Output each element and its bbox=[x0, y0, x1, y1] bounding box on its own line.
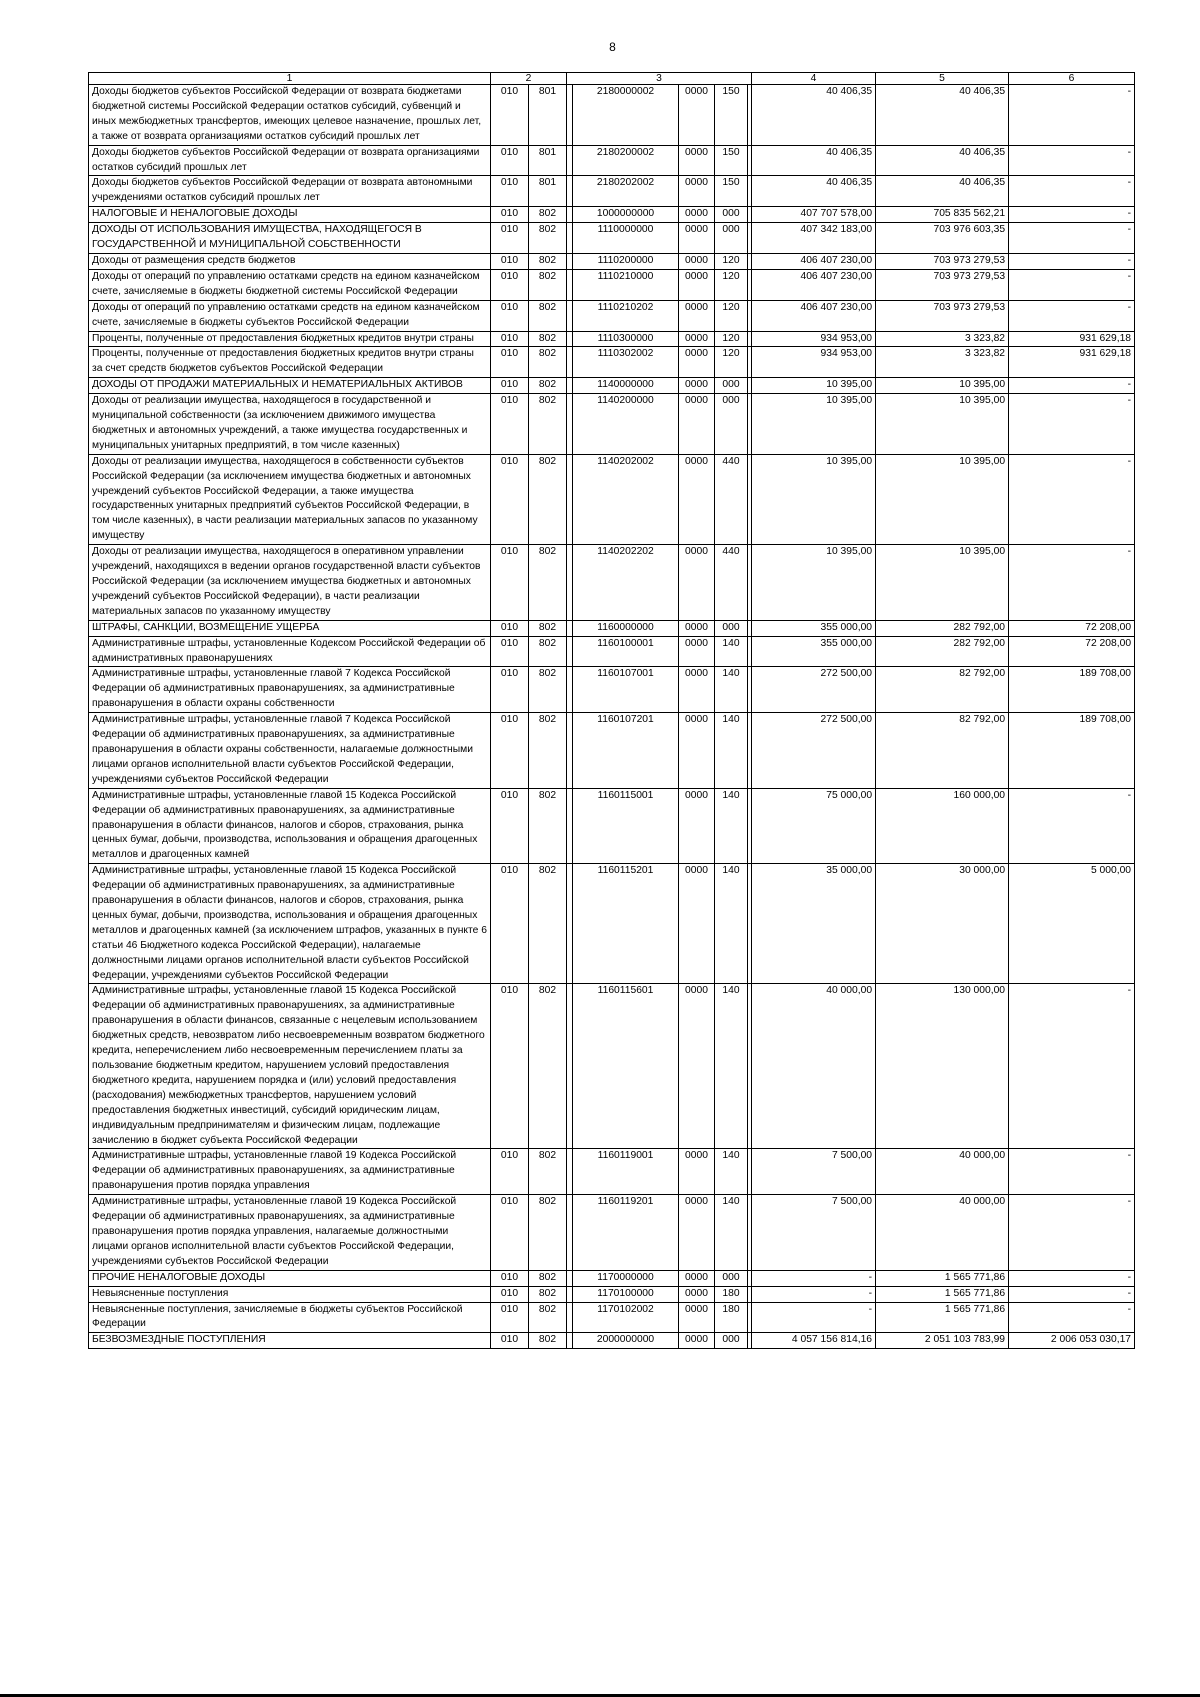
revenue-name-cell: Административные штрафы, установленные главой 15 Кодекса Российской Федерации об административных правонарушениях, за административные правонарушения в области финансов, связанные с нецелевым использованием бюджетных средств, невозвратом либо несвоевременным возвратом бюджетного кредита, неперечислением либо несвоевременным перечислением платы за пользование бюджетным кредитом, нарушением условий предоставления бюджетного кредита, нарушением порядка и (или) условий предоставления (расходования) межбюджетных трансфертов, нарушением условий предоставления бюджетных инвестиций, субсидий юридическим лицам, индивидуальным предпринимателям и физическим лицам, подлежащие зачислению в бюджет субъекта Российской Федерации bbox=[89, 984, 491, 1149]
header-col-3: 3 bbox=[567, 73, 752, 85]
code-kosgu-cell: 120 bbox=[715, 331, 748, 347]
revenue-name-cell: Доходы от операций по управлению остатками средств на едином казначейском счете, зачисляемые в бюджеты бюджетной системы Российской Федерации bbox=[89, 269, 491, 300]
executed-amount-cell: 3 323,82 bbox=[876, 347, 1009, 378]
code-subadmin-cell: 802 bbox=[529, 1270, 567, 1286]
code-admin-cell: 010 bbox=[491, 636, 529, 667]
code-admin-cell: 010 bbox=[491, 347, 529, 378]
code-classification-cell: 1160115001 bbox=[573, 788, 679, 864]
code-admin-cell: 010 bbox=[491, 1302, 529, 1333]
unexecuted-amount-cell: - bbox=[1009, 378, 1135, 394]
code-admin-cell: 010 bbox=[491, 713, 529, 789]
unexecuted-amount-cell: - bbox=[1009, 1195, 1135, 1271]
unexecuted-amount-cell: - bbox=[1009, 788, 1135, 864]
revenue-name-cell: Проценты, полученные от предоставления бюджетных кредитов внутри страны за счет средств бюджетов субъектов Российской Федерации bbox=[89, 347, 491, 378]
table-row bbox=[89, 378, 1135, 394]
code-program-cell: 0000 bbox=[679, 1333, 715, 1349]
code-subadmin-cell: 802 bbox=[529, 636, 567, 667]
code-program-cell: 0000 bbox=[679, 394, 715, 455]
code-admin-cell: 010 bbox=[491, 1270, 529, 1286]
plan-amount-cell: 75 000,00 bbox=[752, 788, 876, 864]
code-subadmin-cell: 802 bbox=[529, 620, 567, 636]
header-col-4: 4 bbox=[752, 73, 876, 85]
code-classification-cell: 1160000000 bbox=[573, 620, 679, 636]
header-row bbox=[89, 73, 1135, 85]
table-row bbox=[89, 984, 1135, 1149]
header-col-1: 1 bbox=[89, 73, 491, 85]
code-program-cell: 0000 bbox=[679, 145, 715, 176]
table-row bbox=[89, 1333, 1135, 1349]
code-program-cell: 0000 bbox=[679, 620, 715, 636]
code-kosgu-cell: 440 bbox=[715, 545, 748, 621]
code-classification-cell: 1160107001 bbox=[573, 667, 679, 713]
code-program-cell: 0000 bbox=[679, 207, 715, 223]
code-kosgu-cell: 120 bbox=[715, 253, 748, 269]
code-classification-cell: 1160119201 bbox=[573, 1195, 679, 1271]
executed-amount-cell: 10 395,00 bbox=[876, 545, 1009, 621]
executed-amount-cell: 282 792,00 bbox=[876, 636, 1009, 667]
plan-amount-cell: 7 500,00 bbox=[752, 1149, 876, 1195]
code-kosgu-cell: 150 bbox=[715, 176, 748, 207]
code-classification-cell: 1160115201 bbox=[573, 864, 679, 984]
code-subadmin-cell: 802 bbox=[529, 545, 567, 621]
table-row bbox=[89, 454, 1135, 544]
executed-amount-cell: 82 792,00 bbox=[876, 713, 1009, 789]
code-classification-cell: 1160115601 bbox=[573, 984, 679, 1149]
code-program-cell: 0000 bbox=[679, 300, 715, 331]
table-row bbox=[89, 347, 1135, 378]
plan-amount-cell: 406 407 230,00 bbox=[752, 300, 876, 331]
executed-amount-cell: 40 000,00 bbox=[876, 1149, 1009, 1195]
unexecuted-amount-cell: 931 629,18 bbox=[1009, 331, 1135, 347]
executed-amount-cell: 1 565 771,86 bbox=[876, 1302, 1009, 1333]
code-program-cell: 0000 bbox=[679, 636, 715, 667]
code-program-cell: 0000 bbox=[679, 1149, 715, 1195]
code-classification-cell: 1000000000 bbox=[573, 207, 679, 223]
code-classification-cell: 2180000002 bbox=[573, 85, 679, 146]
code-subadmin-cell: 802 bbox=[529, 223, 567, 254]
plan-amount-cell: 272 500,00 bbox=[752, 667, 876, 713]
code-program-cell: 0000 bbox=[679, 713, 715, 789]
unexecuted-amount-cell: - bbox=[1009, 1302, 1135, 1333]
unexecuted-amount-cell: - bbox=[1009, 176, 1135, 207]
code-subadmin-cell: 802 bbox=[529, 1286, 567, 1302]
revenue-name-cell: Административные штрафы, установленные главой 19 Кодекса Российской Федерации об административных правонарушениях, за административные правонарушения против порядка управления, налагаемые должностными лицами органов исполнительной власти субъектов Российской Федерации, учреждениями субъектов Российской Федерации bbox=[89, 1195, 491, 1271]
plan-amount-cell: 40 406,35 bbox=[752, 145, 876, 176]
code-kosgu-cell: 180 bbox=[715, 1286, 748, 1302]
code-admin-cell: 010 bbox=[491, 253, 529, 269]
revenue-name-cell: Административные штрафы, установленные главой 19 Кодекса Российской Федерации об административных правонарушениях, за административные правонарушения против порядка управления bbox=[89, 1149, 491, 1195]
code-subadmin-cell: 802 bbox=[529, 378, 567, 394]
plan-amount-cell: - bbox=[752, 1286, 876, 1302]
code-kosgu-cell: 000 bbox=[715, 394, 748, 455]
code-subadmin-cell: 802 bbox=[529, 207, 567, 223]
plan-amount-cell: 355 000,00 bbox=[752, 620, 876, 636]
table-row bbox=[89, 300, 1135, 331]
revenue-name-cell: БЕЗВОЗМЕЗДНЫЕ ПОСТУПЛЕНИЯ bbox=[89, 1333, 491, 1349]
table-row bbox=[89, 1270, 1135, 1286]
unexecuted-amount-cell: - bbox=[1009, 394, 1135, 455]
revenue-name-cell: Доходы от размещения средств бюджетов bbox=[89, 253, 491, 269]
table-row bbox=[89, 145, 1135, 176]
revenue-name-cell: Административные штрафы, установленные главой 15 Кодекса Российской Федерации об административных правонарушениях, за административные правонарушения в области финансов, налогов и сборов, страхования, рынка ценных бумаг, добычи, производства, использования и обращения драгоценных металлов и драгоценных камней (за исключением штрафов, указанных в пункте 6 статьи 46 Бюджетного кодекса Российской Федерации), налагаемые должностными лицами органов исполнительной власти субъектов Российской Федерации, учреждениями субъектов Российской Федерации bbox=[89, 864, 491, 984]
code-subadmin-cell: 802 bbox=[529, 269, 567, 300]
executed-amount-cell: 160 000,00 bbox=[876, 788, 1009, 864]
executed-amount-cell: 30 000,00 bbox=[876, 864, 1009, 984]
unexecuted-amount-cell: 72 208,00 bbox=[1009, 636, 1135, 667]
table-row bbox=[89, 269, 1135, 300]
plan-amount-cell: 10 395,00 bbox=[752, 378, 876, 394]
code-admin-cell: 010 bbox=[491, 85, 529, 146]
code-kosgu-cell: 000 bbox=[715, 1333, 748, 1349]
code-subadmin-cell: 802 bbox=[529, 864, 567, 984]
unexecuted-amount-cell: - bbox=[1009, 1270, 1135, 1286]
code-kosgu-cell: 140 bbox=[715, 636, 748, 667]
code-subadmin-cell: 802 bbox=[529, 788, 567, 864]
code-admin-cell: 010 bbox=[491, 394, 529, 455]
plan-amount-cell: 406 407 230,00 bbox=[752, 253, 876, 269]
unexecuted-amount-cell: 2 006 053 030,17 bbox=[1009, 1333, 1135, 1349]
table-row bbox=[89, 253, 1135, 269]
executed-amount-cell: 40 406,35 bbox=[876, 145, 1009, 176]
code-program-cell: 0000 bbox=[679, 223, 715, 254]
code-admin-cell: 010 bbox=[491, 207, 529, 223]
code-subadmin-cell: 802 bbox=[529, 984, 567, 1149]
executed-amount-cell: 1 565 771,86 bbox=[876, 1286, 1009, 1302]
plan-amount-cell: - bbox=[752, 1302, 876, 1333]
code-subadmin-cell: 802 bbox=[529, 454, 567, 544]
table-row bbox=[89, 1286, 1135, 1302]
table-row bbox=[89, 1195, 1135, 1271]
revenue-name-cell: Проценты, полученные от предоставления бюджетных кредитов внутри страны bbox=[89, 331, 491, 347]
table-row bbox=[89, 545, 1135, 621]
header-col-2: 2 bbox=[491, 73, 567, 85]
revenue-name-cell: Доходы бюджетов субъектов Российской Федерации от возврата бюджетами бюджетной системы Российской Федерации остатков субсидий, субвенций и иных межбюджетных трансфертов, имеющих целевое назначение, прошлых лет, а также от возврата организациями остатков субсидий прошлых лет bbox=[89, 85, 491, 146]
table-row bbox=[89, 667, 1135, 713]
code-program-cell: 0000 bbox=[679, 667, 715, 713]
table-row bbox=[89, 713, 1135, 789]
header-col-6: 6 bbox=[1009, 73, 1135, 85]
code-subadmin-cell: 801 bbox=[529, 145, 567, 176]
unexecuted-amount-cell: - bbox=[1009, 984, 1135, 1149]
revenue-name-cell: Административные штрафы, установленные Кодексом Российской Федерации об административных правонарушениях bbox=[89, 636, 491, 667]
code-admin-cell: 010 bbox=[491, 620, 529, 636]
plan-amount-cell: 10 395,00 bbox=[752, 394, 876, 455]
code-program-cell: 0000 bbox=[679, 331, 715, 347]
code-program-cell: 0000 bbox=[679, 1195, 715, 1271]
plan-amount-cell: 40 406,35 bbox=[752, 85, 876, 146]
code-admin-cell: 010 bbox=[491, 331, 529, 347]
revenue-name-cell: Административные штрафы, установленные главой 7 Кодекса Российской Федерации об административных правонарушениях, за административные правонарушения в области охраны собственности bbox=[89, 667, 491, 713]
executed-amount-cell: 703 976 603,35 bbox=[876, 223, 1009, 254]
table-row bbox=[89, 394, 1135, 455]
table-row bbox=[89, 864, 1135, 984]
executed-amount-cell: 82 792,00 bbox=[876, 667, 1009, 713]
plan-amount-cell: 272 500,00 bbox=[752, 713, 876, 789]
table-row bbox=[89, 620, 1135, 636]
code-classification-cell: 2000000000 bbox=[573, 1333, 679, 1349]
unexecuted-amount-cell: - bbox=[1009, 545, 1135, 621]
revenue-name-cell: Невыясненные поступления, зачисляемые в бюджеты субъектов Российской Федерации bbox=[89, 1302, 491, 1333]
code-classification-cell: 1160119001 bbox=[573, 1149, 679, 1195]
revenue-name-cell: ДОХОДЫ ОТ ИСПОЛЬЗОВАНИЯ ИМУЩЕСТВА, НАХОДЯЩЕГОСЯ В ГОСУДАРСТВЕННОЙ И МУНИЦИПАЛЬНОЙ СОБСТВЕННОСТИ bbox=[89, 223, 491, 254]
revenue-name-cell: Доходы от реализации имущества, находящегося в собственности субъектов Российской Федерации (за исключением имущества бюджетных и автономных учреждений субъектов Российской Федерации, а также имущества государственных унитарных предприятий субъектов Российской Федерации, в том числе казенных), в части реализации материальных запасов по указанному имуществу bbox=[89, 454, 491, 544]
code-program-cell: 0000 bbox=[679, 176, 715, 207]
code-admin-cell: 010 bbox=[491, 667, 529, 713]
table-row bbox=[89, 1149, 1135, 1195]
code-kosgu-cell: 140 bbox=[715, 667, 748, 713]
plan-amount-cell: 934 953,00 bbox=[752, 331, 876, 347]
code-classification-cell: 1170102002 bbox=[573, 1302, 679, 1333]
code-kosgu-cell: 150 bbox=[715, 85, 748, 146]
unexecuted-amount-cell: - bbox=[1009, 269, 1135, 300]
revenue-name-cell: ШТРАФЫ, САНКЦИИ, ВОЗМЕЩЕНИЕ УЩЕРБА bbox=[89, 620, 491, 636]
code-kosgu-cell: 000 bbox=[715, 620, 748, 636]
code-program-cell: 0000 bbox=[679, 1286, 715, 1302]
table-row bbox=[89, 1302, 1135, 1333]
code-program-cell: 0000 bbox=[679, 347, 715, 378]
code-kosgu-cell: 000 bbox=[715, 223, 748, 254]
code-admin-cell: 010 bbox=[491, 1149, 529, 1195]
code-subadmin-cell: 802 bbox=[529, 1195, 567, 1271]
code-kosgu-cell: 140 bbox=[715, 864, 748, 984]
code-kosgu-cell: 120 bbox=[715, 269, 748, 300]
code-subadmin-cell: 801 bbox=[529, 176, 567, 207]
plan-amount-cell: 40 000,00 bbox=[752, 984, 876, 1149]
revenue-name-cell: ДОХОДЫ ОТ ПРОДАЖИ МАТЕРИАЛЬНЫХ И НЕМАТЕРИАЛЬНЫХ АКТИВОВ bbox=[89, 378, 491, 394]
code-subadmin-cell: 802 bbox=[529, 667, 567, 713]
executed-amount-cell: 2 051 103 783,99 bbox=[876, 1333, 1009, 1349]
code-subadmin-cell: 802 bbox=[529, 253, 567, 269]
plan-amount-cell: 10 395,00 bbox=[752, 454, 876, 544]
code-kosgu-cell: 140 bbox=[715, 1195, 748, 1271]
revenue-name-cell: Доходы от реализации имущества, находящегося в оперативном управлении учреждений, находящихся в ведении органов государственной власти субъектов Российской Федерации (за исключением имущества бюджетных и автономных учреждений субъектов Российской Федерации), в части реализации материальных запасов по указанному имуществу bbox=[89, 545, 491, 621]
code-subadmin-cell: 802 bbox=[529, 394, 567, 455]
code-kosgu-cell: 140 bbox=[715, 713, 748, 789]
executed-amount-cell: 3 323,82 bbox=[876, 331, 1009, 347]
executed-amount-cell: 703 973 279,53 bbox=[876, 253, 1009, 269]
unexecuted-amount-cell: - bbox=[1009, 207, 1135, 223]
code-classification-cell: 1140200000 bbox=[573, 394, 679, 455]
code-admin-cell: 010 bbox=[491, 545, 529, 621]
header-col-5: 5 bbox=[876, 73, 1009, 85]
code-admin-cell: 010 bbox=[491, 454, 529, 544]
revenue-name-cell: ПРОЧИЕ НЕНАЛОГОВЫЕ ДОХОДЫ bbox=[89, 1270, 491, 1286]
code-subadmin-cell: 802 bbox=[529, 1149, 567, 1195]
unexecuted-amount-cell: - bbox=[1009, 145, 1135, 176]
code-kosgu-cell: 180 bbox=[715, 1302, 748, 1333]
code-subadmin-cell: 802 bbox=[529, 1333, 567, 1349]
code-program-cell: 0000 bbox=[679, 1302, 715, 1333]
code-admin-cell: 010 bbox=[491, 223, 529, 254]
revenue-name-cell: Доходы бюджетов субъектов Российской Федерации от возврата автономными учреждениями остатков субсидий прошлых лет bbox=[89, 176, 491, 207]
code-kosgu-cell: 120 bbox=[715, 300, 748, 331]
code-program-cell: 0000 bbox=[679, 1270, 715, 1286]
page-number: 8 bbox=[609, 40, 616, 54]
code-admin-cell: 010 bbox=[491, 269, 529, 300]
code-classification-cell: 1110300000 bbox=[573, 331, 679, 347]
plan-amount-cell: 10 395,00 bbox=[752, 545, 876, 621]
unexecuted-amount-cell: - bbox=[1009, 85, 1135, 146]
plan-amount-cell: 407 707 578,00 bbox=[752, 207, 876, 223]
revenue-name-cell: Доходы бюджетов субъектов Российской Федерации от возврата организациями остатков субсидий прошлых лет bbox=[89, 145, 491, 176]
executed-amount-cell: 40 000,00 bbox=[876, 1195, 1009, 1271]
code-admin-cell: 010 bbox=[491, 1333, 529, 1349]
unexecuted-amount-cell: 72 208,00 bbox=[1009, 620, 1135, 636]
code-admin-cell: 010 bbox=[491, 300, 529, 331]
code-classification-cell: 1110000000 bbox=[573, 223, 679, 254]
table-row bbox=[89, 788, 1135, 864]
code-kosgu-cell: 440 bbox=[715, 454, 748, 544]
code-kosgu-cell: 000 bbox=[715, 378, 748, 394]
executed-amount-cell: 703 973 279,53 bbox=[876, 300, 1009, 331]
plan-amount-cell: 35 000,00 bbox=[752, 864, 876, 984]
unexecuted-amount-cell: - bbox=[1009, 300, 1135, 331]
code-admin-cell: 010 bbox=[491, 176, 529, 207]
revenue-name-cell: Невыясненные поступления bbox=[89, 1286, 491, 1302]
revenue-name-cell: НАЛОГОВЫЕ И НЕНАЛОГОВЫЕ ДОХОДЫ bbox=[89, 207, 491, 223]
code-classification-cell: 2180200002 bbox=[573, 145, 679, 176]
code-classification-cell: 1160100001 bbox=[573, 636, 679, 667]
code-classification-cell: 1110200000 bbox=[573, 253, 679, 269]
plan-amount-cell: 7 500,00 bbox=[752, 1195, 876, 1271]
plan-amount-cell: 406 407 230,00 bbox=[752, 269, 876, 300]
executed-amount-cell: 1 565 771,86 bbox=[876, 1270, 1009, 1286]
code-classification-cell: 1110210202 bbox=[573, 300, 679, 331]
table-row bbox=[89, 176, 1135, 207]
code-program-cell: 0000 bbox=[679, 454, 715, 544]
code-admin-cell: 010 bbox=[491, 1195, 529, 1271]
code-program-cell: 0000 bbox=[679, 253, 715, 269]
code-classification-cell: 1140202202 bbox=[573, 545, 679, 621]
code-classification-cell: 1160107201 bbox=[573, 713, 679, 789]
unexecuted-amount-cell: - bbox=[1009, 223, 1135, 254]
code-classification-cell: 2180202002 bbox=[573, 176, 679, 207]
code-kosgu-cell: 150 bbox=[715, 145, 748, 176]
code-admin-cell: 010 bbox=[491, 984, 529, 1149]
code-program-cell: 0000 bbox=[679, 85, 715, 146]
code-subadmin-cell: 801 bbox=[529, 85, 567, 146]
unexecuted-amount-cell: 5 000,00 bbox=[1009, 864, 1135, 984]
executed-amount-cell: 40 406,35 bbox=[876, 85, 1009, 146]
unexecuted-amount-cell: 189 708,00 bbox=[1009, 667, 1135, 713]
executed-amount-cell: 705 835 562,21 bbox=[876, 207, 1009, 223]
code-kosgu-cell: 000 bbox=[715, 207, 748, 223]
executed-amount-cell: 10 395,00 bbox=[876, 394, 1009, 455]
budget-revenue-table bbox=[88, 72, 1135, 1349]
code-kosgu-cell: 000 bbox=[715, 1270, 748, 1286]
plan-amount-cell: 934 953,00 bbox=[752, 347, 876, 378]
code-kosgu-cell: 120 bbox=[715, 347, 748, 378]
unexecuted-amount-cell: - bbox=[1009, 1286, 1135, 1302]
code-program-cell: 0000 bbox=[679, 378, 715, 394]
code-kosgu-cell: 140 bbox=[715, 984, 748, 1149]
code-subadmin-cell: 802 bbox=[529, 1302, 567, 1333]
code-classification-cell: 1170100000 bbox=[573, 1286, 679, 1302]
code-admin-cell: 010 bbox=[491, 145, 529, 176]
executed-amount-cell: 10 395,00 bbox=[876, 378, 1009, 394]
plan-amount-cell: 4 057 156 814,16 bbox=[752, 1333, 876, 1349]
code-subadmin-cell: 802 bbox=[529, 347, 567, 378]
revenue-name-cell: Доходы от реализации имущества, находящегося в государственной и муниципальной собственности (за исключением движимого имущества бюджетных и автономных учреждений, а также имущества государственных и муниципальных унитарных предприятий, в том числе казенных) bbox=[89, 394, 491, 455]
code-program-cell: 0000 bbox=[679, 269, 715, 300]
executed-amount-cell: 282 792,00 bbox=[876, 620, 1009, 636]
code-kosgu-cell: 140 bbox=[715, 1149, 748, 1195]
revenue-name-cell: Административные штрафы, установленные главой 15 Кодекса Российской Федерации об административных правонарушениях, за административные правонарушения в области финансов, налогов и сборов, страхования, рынка ценных бумаг, добычи, производства, использования и обращения драгоценных металлов и драгоценных камней bbox=[89, 788, 491, 864]
code-subadmin-cell: 802 bbox=[529, 300, 567, 331]
revenue-name-cell: Административные штрафы, установленные главой 7 Кодекса Российской Федерации об административных правонарушениях, за административные правонарушения в области охраны собственности, налагаемые должностными лицами органов исполнительной власти субъектов Российской Федерации, учреждениями субъектов Российской Федерации bbox=[89, 713, 491, 789]
table-row bbox=[89, 85, 1135, 146]
code-classification-cell: 1110302002 bbox=[573, 347, 679, 378]
code-classification-cell: 1170000000 bbox=[573, 1270, 679, 1286]
code-admin-cell: 010 bbox=[491, 864, 529, 984]
code-program-cell: 0000 bbox=[679, 788, 715, 864]
code-admin-cell: 010 bbox=[491, 788, 529, 864]
executed-amount-cell: 10 395,00 bbox=[876, 454, 1009, 544]
executed-amount-cell: 130 000,00 bbox=[876, 984, 1009, 1149]
plan-amount-cell: 40 406,35 bbox=[752, 176, 876, 207]
unexecuted-amount-cell: - bbox=[1009, 1149, 1135, 1195]
plan-amount-cell: - bbox=[752, 1270, 876, 1286]
unexecuted-amount-cell: 931 629,18 bbox=[1009, 347, 1135, 378]
plan-amount-cell: 355 000,00 bbox=[752, 636, 876, 667]
code-subadmin-cell: 802 bbox=[529, 713, 567, 789]
executed-amount-cell: 40 406,35 bbox=[876, 176, 1009, 207]
code-classification-cell: 1140202002 bbox=[573, 454, 679, 544]
code-admin-cell: 010 bbox=[491, 1286, 529, 1302]
code-admin-cell: 010 bbox=[491, 378, 529, 394]
code-program-cell: 0000 bbox=[679, 864, 715, 984]
table-row bbox=[89, 207, 1135, 223]
table-row bbox=[89, 223, 1135, 254]
code-subadmin-cell: 802 bbox=[529, 331, 567, 347]
revenue-name-cell: Доходы от операций по управлению остатками средств на едином казначейском счете, зачисляемые в бюджеты субъектов Российской Федерации bbox=[89, 300, 491, 331]
plan-amount-cell: 407 342 183,00 bbox=[752, 223, 876, 254]
unexecuted-amount-cell: - bbox=[1009, 253, 1135, 269]
table-row bbox=[89, 331, 1135, 347]
table-row bbox=[89, 636, 1135, 667]
unexecuted-amount-cell: 189 708,00 bbox=[1009, 713, 1135, 789]
unexecuted-amount-cell: - bbox=[1009, 454, 1135, 544]
code-program-cell: 0000 bbox=[679, 545, 715, 621]
code-program-cell: 0000 bbox=[679, 984, 715, 1149]
executed-amount-cell: 703 973 279,53 bbox=[876, 269, 1009, 300]
code-classification-cell: 1140000000 bbox=[573, 378, 679, 394]
code-kosgu-cell: 140 bbox=[715, 788, 748, 864]
code-classification-cell: 1110210000 bbox=[573, 269, 679, 300]
